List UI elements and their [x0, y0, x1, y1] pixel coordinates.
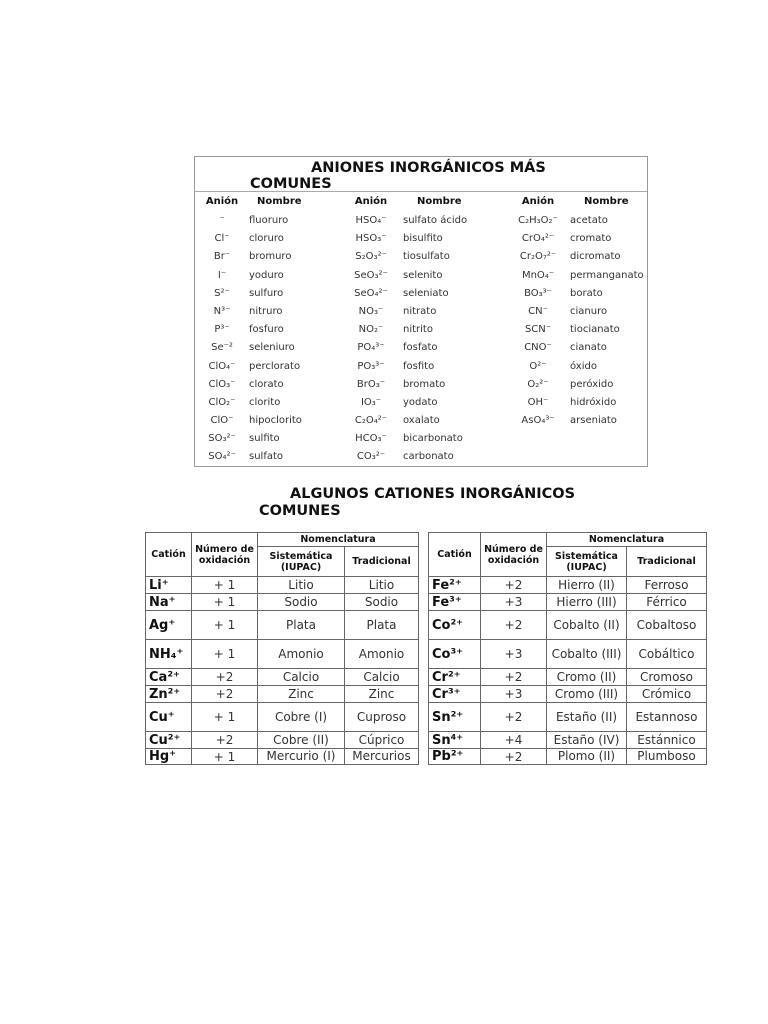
tradicional-name: Cromoso: [627, 669, 707, 686]
cation-formula: Ag⁺: [146, 611, 192, 640]
aniones-title-line1: ANIONES INORGÁNICOS MÁS: [311, 160, 546, 176]
sistematica-name: Zinc: [258, 686, 345, 703]
anion-name: sulfito: [249, 433, 280, 445]
cation-row: [146, 686, 419, 703]
anion-formula: ClO₂⁻: [208, 396, 236, 408]
sistematica-name: Cobalto (III): [547, 640, 627, 669]
sistematica-name: Plata: [258, 611, 345, 640]
cation-row: [429, 669, 707, 686]
anion-name: cromato: [570, 233, 612, 245]
anion-header: Anión: [521, 196, 555, 207]
anion-formula: CO₃²⁻: [356, 451, 386, 463]
cation-formula: Ca²⁺: [146, 669, 192, 686]
anion-name: seleniato: [403, 287, 449, 299]
anion-name: oxalato: [403, 415, 440, 427]
anion-name: fluoruro: [249, 215, 289, 226]
cation-formula: Hg⁺: [146, 749, 192, 765]
anion-name: fosfuro: [249, 324, 284, 336]
anion-name: peróxido: [570, 378, 614, 390]
anion-name: tiosulfato: [403, 251, 450, 263]
oxidation-number: + 1: [192, 577, 258, 594]
oxidation-number: + 1: [192, 594, 258, 611]
cation-header: Catión: [429, 533, 481, 577]
anion-name: yoduro: [249, 269, 284, 281]
anion-name: seleniuro: [249, 342, 295, 354]
aniones-title-line2: COMUNES: [250, 176, 332, 192]
anion-name: tiocianato: [570, 324, 620, 336]
anion-formula: ClO₄⁻: [208, 360, 236, 372]
oxidation-number: + 1: [192, 640, 258, 669]
sistematica-name: Litio: [258, 577, 345, 594]
oxidation-number: +3: [481, 594, 547, 611]
sistematica-name: Cobalto (II): [547, 611, 627, 640]
anion-formula: C₂O₄²⁻: [354, 415, 388, 427]
cation-row: [146, 640, 419, 669]
nomenclatura-header: Nomenclatura: [258, 533, 419, 547]
anion-name: cianuro: [570, 305, 608, 317]
cation-row: [429, 732, 707, 749]
anion-formula: Cl⁻: [214, 233, 230, 245]
anion-formula: O₂²⁻: [527, 378, 549, 390]
tradicional-name: Calcio: [345, 669, 419, 686]
anion-formula: IO₃⁻: [360, 396, 382, 408]
anion-name: cloruro: [249, 233, 284, 245]
anion-name: borato: [570, 287, 603, 299]
anion-formula: Br⁻: [213, 251, 231, 263]
sistematica-name: Amonio: [258, 640, 345, 669]
anion-formula: NO₂⁻: [358, 324, 384, 336]
oxidation-number: +2: [192, 686, 258, 703]
aniones-col1-names: [249, 192, 339, 467]
tradicional-name: Litio: [345, 577, 419, 594]
cation-row: [146, 594, 419, 611]
anion-formula: HCO₃⁻: [355, 433, 387, 445]
anion-formula: O²⁻: [529, 360, 547, 372]
anion-name: selenito: [403, 269, 443, 281]
aniones-col3-ions: [509, 192, 567, 430]
tradicional-name: Plumboso: [627, 749, 707, 765]
sistematica-name: Estaño (IV): [547, 732, 627, 749]
numero-oxidacion-header: Número de oxidación: [481, 533, 547, 577]
cation-row: [146, 669, 419, 686]
oxidation-number: +2: [192, 732, 258, 749]
sistematica-header: Sistemática (IUPAC): [547, 547, 627, 577]
sistematica-name: Hierro (II): [547, 577, 627, 594]
tradicional-name: Crómico: [627, 686, 707, 703]
anion-name: sulfato ácido: [403, 215, 468, 226]
oxidation-number: +2: [481, 611, 547, 640]
cation-row: [429, 594, 707, 611]
anion-name: bicarbonato: [403, 433, 463, 445]
oxidation-number: + 1: [192, 703, 258, 732]
anion-formula: SO₄²⁻: [208, 451, 236, 463]
anion-header: Anión: [205, 196, 239, 207]
anion-formula: SCN⁻: [524, 324, 552, 336]
cation-formula: Cu⁺: [146, 703, 192, 732]
oxidation-number: +2: [192, 669, 258, 686]
oxidation-number: + 1: [192, 611, 258, 640]
oxidation-number: +3: [481, 640, 547, 669]
oxidation-number: +2: [481, 669, 547, 686]
anion-formula: Cr₂O₇²⁻: [519, 251, 557, 263]
cation-formula: Cr³⁺: [429, 686, 481, 703]
anion-name: hipoclorito: [249, 415, 302, 427]
anion-formula: I⁻: [217, 269, 227, 281]
anion-name: nitruro: [249, 305, 283, 317]
oxidation-number: +2: [481, 577, 547, 594]
anion-name: cianato: [570, 342, 607, 354]
aniones-table: [194, 156, 648, 467]
nombre-header: Nombre: [257, 196, 302, 207]
anion-formula: S²⁻: [214, 287, 230, 299]
tradicional-name: Amonio: [345, 640, 419, 669]
sistematica-name: Cobre (I): [258, 703, 345, 732]
anion-name: bisulfito: [403, 233, 443, 245]
cationes-title-line1: ALGUNOS CATIONES INORGÁNICOS: [290, 486, 576, 502]
anion-name: nitrito: [403, 324, 433, 336]
anion-formula: Se⁻²: [211, 342, 233, 354]
oxidation-number: +2: [481, 749, 547, 765]
cation-formula: Sn²⁺: [429, 703, 481, 732]
tradicional-header: Tradicional: [345, 547, 419, 577]
cation-formula: Sn⁴⁺: [429, 732, 481, 749]
anion-name: bromato: [403, 378, 446, 390]
nombre-header: Nombre: [417, 196, 462, 207]
anion-header: Anión: [354, 196, 388, 207]
cationes-title-line2: COMUNES: [259, 503, 341, 519]
anion-name: hidróxido: [570, 396, 617, 408]
cation-header: Catión: [146, 533, 192, 577]
anion-name: carbonato: [403, 451, 454, 463]
anion-name: óxido: [570, 360, 597, 372]
sistematica-name: Cromo (III): [547, 686, 627, 703]
anion-formula: ClO₃⁻: [208, 378, 236, 390]
sistematica-name: Plomo (II): [547, 749, 627, 765]
anion-formula: CNO⁻: [524, 342, 552, 354]
anion-name: sulfuro: [249, 287, 284, 299]
sistematica-name: Calcio: [258, 669, 345, 686]
cation-formula: Cr²⁺: [429, 669, 481, 686]
anion-formula: HSO₃⁻: [355, 233, 387, 245]
anion-name: bromuro: [249, 251, 292, 263]
cation-row: [429, 611, 707, 640]
tradicional-header: Tradicional: [627, 547, 707, 577]
sistematica-name: Hierro (III): [547, 594, 627, 611]
cationes-table-right: [428, 532, 707, 765]
cation-row: [146, 611, 419, 640]
tradicional-name: Zinc: [345, 686, 419, 703]
anion-formula: SeO₃²⁻: [354, 269, 388, 281]
sistematica-name: Cromo (II): [547, 669, 627, 686]
tradicional-name: Cúprico: [345, 732, 419, 749]
nomenclatura-header: Nomenclatura: [547, 533, 707, 547]
cation-row: [146, 749, 419, 765]
anion-name: clorato: [249, 378, 284, 390]
cation-formula: Cu²⁺: [146, 732, 192, 749]
anion-name: fosfato: [403, 342, 438, 354]
anion-formula: PO₄³⁻: [357, 342, 385, 354]
aniones-col3-names: [570, 192, 648, 430]
cation-row: [146, 703, 419, 732]
anion-formula: BrO₃⁻: [356, 378, 386, 390]
anion-name: clorito: [249, 396, 281, 408]
sistematica-name: Estaño (II): [547, 703, 627, 732]
anion-formula: OH⁻: [527, 396, 549, 408]
anion-name: permanganato: [570, 269, 644, 281]
cation-formula: Fe³⁺: [429, 594, 481, 611]
anion-formula: ClO⁻: [210, 415, 234, 427]
cation-formula: Li⁺: [146, 577, 192, 594]
tradicional-name: Ferroso: [627, 577, 707, 594]
aniones-col2-names: [403, 192, 509, 467]
aniones-col2-ions: [343, 192, 399, 467]
aniones-col1-ions: [197, 192, 247, 467]
anion-name: yodato: [403, 396, 438, 408]
tradicional-name: Férrico: [627, 594, 707, 611]
cation-formula: Pb²⁺: [429, 749, 481, 765]
tradicional-name: Estánnico: [627, 732, 707, 749]
anion-name: sulfato: [249, 451, 284, 463]
cation-formula: Fe²⁺: [429, 577, 481, 594]
tradicional-name: Plata: [345, 611, 419, 640]
anion-formula: CrO₄²⁻: [521, 233, 555, 245]
cation-row: [429, 577, 707, 594]
tradicional-name: Cobaltoso: [627, 611, 707, 640]
cation-row: [146, 577, 419, 594]
nombre-header: Nombre: [584, 196, 629, 207]
sistematica-name: Cobre (II): [258, 732, 345, 749]
anion-formula: NO₃⁻: [358, 305, 384, 317]
anion-formula: C₂H₃O₂⁻: [518, 215, 558, 226]
anion-formula: PO₃³⁻: [357, 360, 385, 372]
cation-row: [429, 640, 707, 669]
anion-name: arseniato: [570, 415, 617, 427]
anion-name: acetato: [570, 215, 608, 226]
anion-formula: CN⁻: [528, 305, 548, 317]
anion-name: perclorato: [249, 360, 301, 372]
anion-formula: HSO₄⁻: [355, 215, 387, 226]
anion-formula: MnO₄⁻: [521, 269, 555, 281]
numero-oxidacion-header: Número de oxidación: [192, 533, 258, 577]
anion-formula: SeO₄²⁻: [354, 287, 388, 299]
cation-row: [429, 703, 707, 732]
tradicional-name: Sodio: [345, 594, 419, 611]
oxidation-number: + 1: [192, 749, 258, 765]
anion-formula: N³⁻: [213, 305, 231, 317]
oxidation-number: +2: [481, 703, 547, 732]
anion-formula: SO₃²⁻: [208, 433, 236, 445]
cation-formula: NH₄⁺: [146, 640, 192, 669]
cation-formula: Co²⁺: [429, 611, 481, 640]
cation-row: [429, 749, 707, 765]
anion-formula: S₂O₃²⁻: [355, 251, 387, 263]
anion-formula: ⁻: [219, 215, 225, 226]
oxidation-number: +4: [481, 732, 547, 749]
cation-row: [146, 732, 419, 749]
cation-formula: Na⁺: [146, 594, 192, 611]
sistematica-name: Mercurio (I): [258, 749, 345, 765]
anion-name: fosfito: [403, 360, 435, 372]
cation-row: [429, 686, 707, 703]
cation-formula: Co³⁺: [429, 640, 481, 669]
anion-formula: P³⁻: [214, 324, 230, 336]
cation-formula: Zn²⁺: [146, 686, 192, 703]
tradicional-name: Cobáltico: [627, 640, 707, 669]
anion-formula: BO₃³⁻: [524, 287, 552, 299]
anion-name: nitrato: [403, 305, 437, 317]
anion-name: dicromato: [570, 251, 621, 263]
anion-formula: AsO₄³⁻: [521, 415, 555, 427]
tradicional-name: Estannoso: [627, 703, 707, 732]
tradicional-name: Cuproso: [345, 703, 419, 732]
cationes-table-left: [145, 532, 419, 765]
oxidation-number: +3: [481, 686, 547, 703]
sistematica-header: Sistemática (IUPAC): [258, 547, 345, 577]
sistematica-name: Sodio: [258, 594, 345, 611]
tradicional-name: Mercurios: [345, 749, 419, 765]
